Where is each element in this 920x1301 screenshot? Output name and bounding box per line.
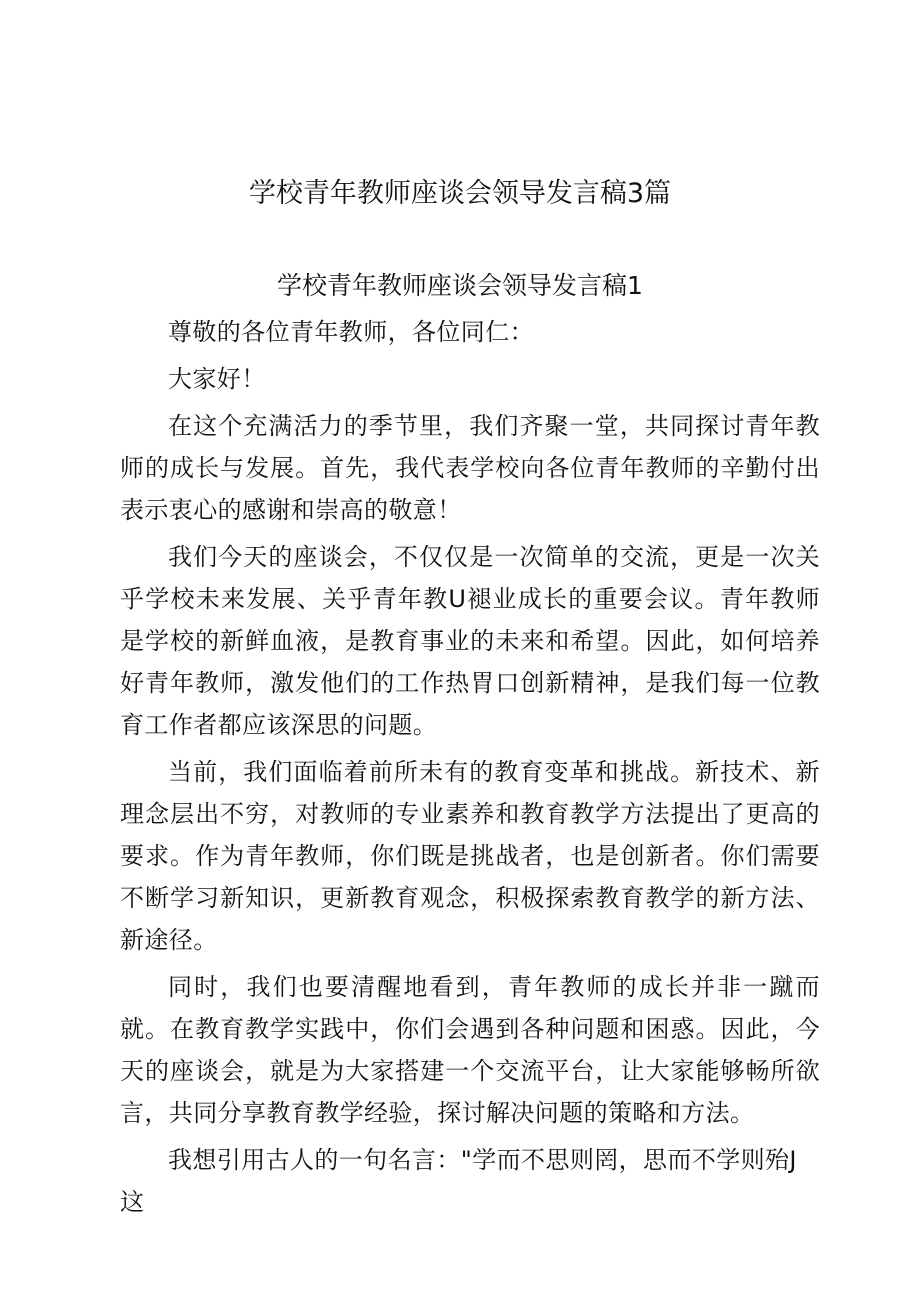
paragraph: 在这个充满活力的季节里，我们齐聚一堂，共同探讨青年教师的成长与发展。首先，我代表学校向各位青年教师的辛勤付出表示衷心的感谢和崇高的敬意！ xyxy=(120,412,820,524)
section-title: 学校青年教师座谈会领导发言稿1 xyxy=(277,271,643,300)
paragraph: 我们今天的座谈会，不仅仅是一次简单的交流，更是一次关乎学校未来发展、关乎青年教U褪业成长的重要会议。青年教师是学校的新鲜血液，是教育事业的未来和希望。因此，如何培养好青年教师，激发他们的工作热胃口创新精神，是我们每一位教育工作者都应该深思的问题。 xyxy=(120,543,820,739)
paragraph: 当前，我们面临着前所未有的教育变革和挑战。新技术、新理念层出不穷，对教师的专业素养和教育教学方法提出了更高的要求。作为青年教师，你们既是挑战者，也是创新者。你们需要不断学习新知识，更新教育观念，积极探索教育教学的新方法、新途径。 xyxy=(120,758,820,954)
paragraph-greeting: 大家好！ xyxy=(168,365,266,393)
document-title: 学校青年教师座谈会领导发言稿3篇 xyxy=(248,178,672,209)
paragraph: 我想引用古人的一句名言："学而不思则罔，思而不学则殆J这 xyxy=(120,1146,797,1216)
paragraph-salutation: 尊敬的各位青年教师，各位同仁： xyxy=(168,318,534,346)
document-body xyxy=(120,311,820,1228)
paragraph: 同时，我们也要清醒地看到，青年教师的成长并非一蹴而就。在教育教学实践中，你们会遇到各种问题和困惑。因此，今天的座谈会，就是为大家搭建一个交流平台，让大家能够畅所欲言，共同分享教育教学经验，探讨解决问题的策略和方法。 xyxy=(120,973,820,1127)
